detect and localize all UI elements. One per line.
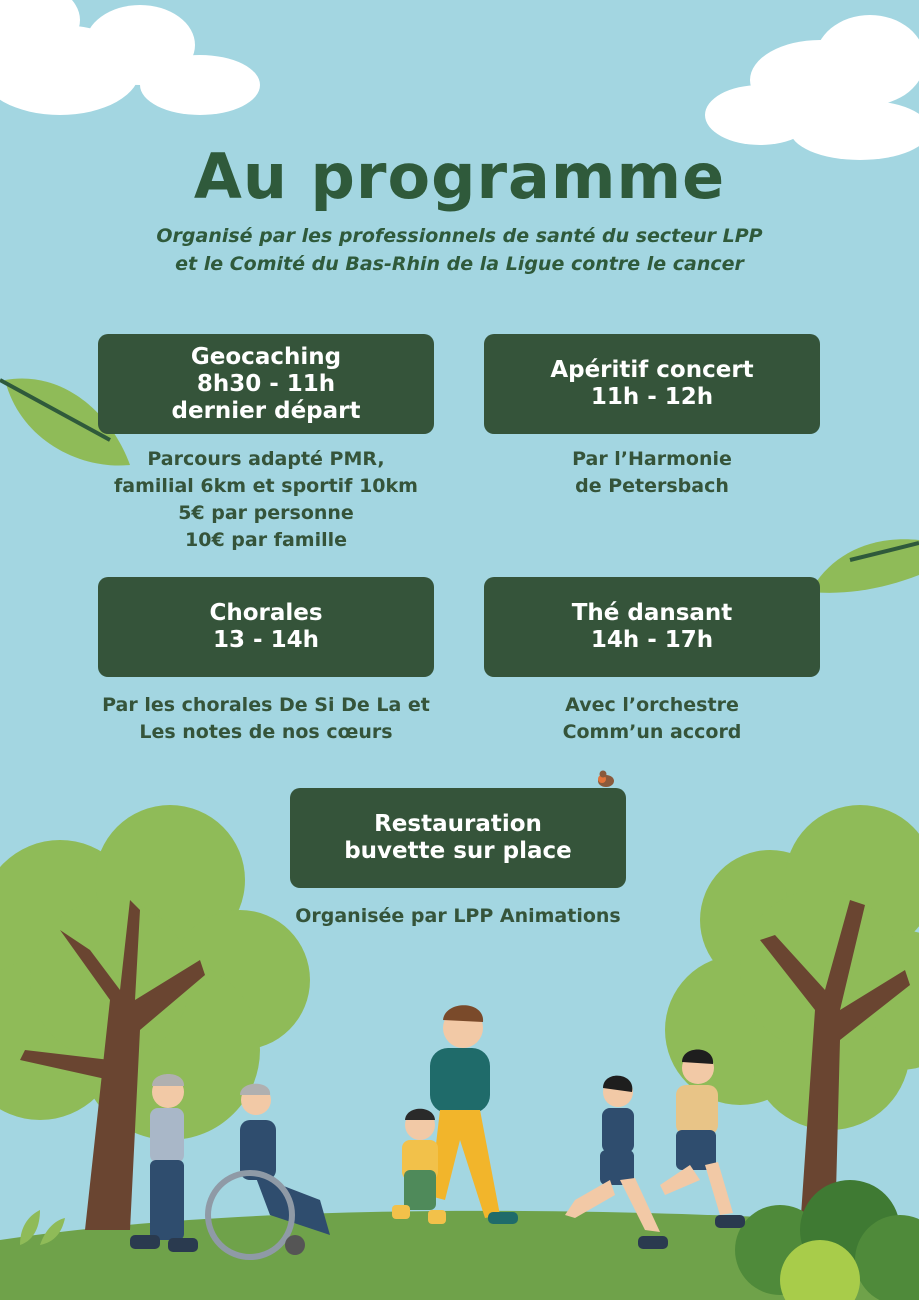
aperitif-details <box>476 446 828 500</box>
the-dansant-details <box>476 692 828 746</box>
geocaching-time: 8h30 - 11h <box>196 370 336 397</box>
restauration-title: Restauration <box>374 811 542 837</box>
aperitif-detail-line: de Petersbach <box>575 475 729 497</box>
chorales-time: 13 - 14h <box>213 627 319 653</box>
cloud-top-left <box>0 0 260 115</box>
chorales-details <box>80 692 452 746</box>
aperitif-title: Apéritif concert <box>550 357 754 383</box>
restauration-subtitle: buvette sur place <box>344 838 572 864</box>
geocaching-detail-line: 5€ par personne <box>178 502 354 524</box>
geocaching-box <box>98 334 434 434</box>
page-subtitle <box>0 222 919 278</box>
the-dansant-time: 14h - 17h <box>590 627 714 653</box>
restauration-box <box>290 788 626 888</box>
geocaching-detail-line: familial 6km et sportif 10km <box>114 475 418 497</box>
aperitif-time: 11h - 12h <box>590 384 714 410</box>
child-figure <box>392 1109 446 1224</box>
geocaching-detail-line: 10€ par famille <box>185 529 347 551</box>
the-dansant-detail-line: Comm’un accord <box>562 721 742 743</box>
the-dansant-detail-line: Avec l’orchestre <box>565 694 739 716</box>
page-title: Au programme <box>193 140 726 213</box>
man-teal-sweater-figure <box>430 1005 518 1224</box>
geocaching-details <box>90 446 442 554</box>
subtitle-line-2: et le Comité du Bas-Rhin de la Ligue contre le cancer <box>175 253 744 275</box>
geocaching-detail-line: Parcours adapté PMR, <box>147 448 385 470</box>
the-dansant-title: Thé dansant <box>571 600 733 626</box>
leaf-right <box>810 539 919 593</box>
chorales-title: Chorales <box>209 600 323 626</box>
aperitif-box <box>484 334 820 434</box>
the-dansant-box <box>484 577 820 677</box>
robin-bird <box>598 771 614 788</box>
cloud-top-right <box>705 15 919 160</box>
geocaching-title: Geocaching <box>190 343 342 370</box>
subtitle-line-1: Organisé par les professionnels de santé du secteur LPP <box>156 225 763 247</box>
chorales-detail-line: Les notes de nos cœurs <box>139 721 393 743</box>
aperitif-detail-line: Par l’Harmonie <box>572 448 732 470</box>
restauration-detail-line: Organisée par LPP Animations <box>295 905 621 927</box>
bush-bottom-right <box>735 1180 919 1300</box>
chorales-detail-line: Par les chorales De Si De La et <box>102 694 430 716</box>
chorales-box <box>98 577 434 677</box>
restauration-details <box>240 903 676 930</box>
geocaching-note: dernier départ <box>171 397 361 424</box>
